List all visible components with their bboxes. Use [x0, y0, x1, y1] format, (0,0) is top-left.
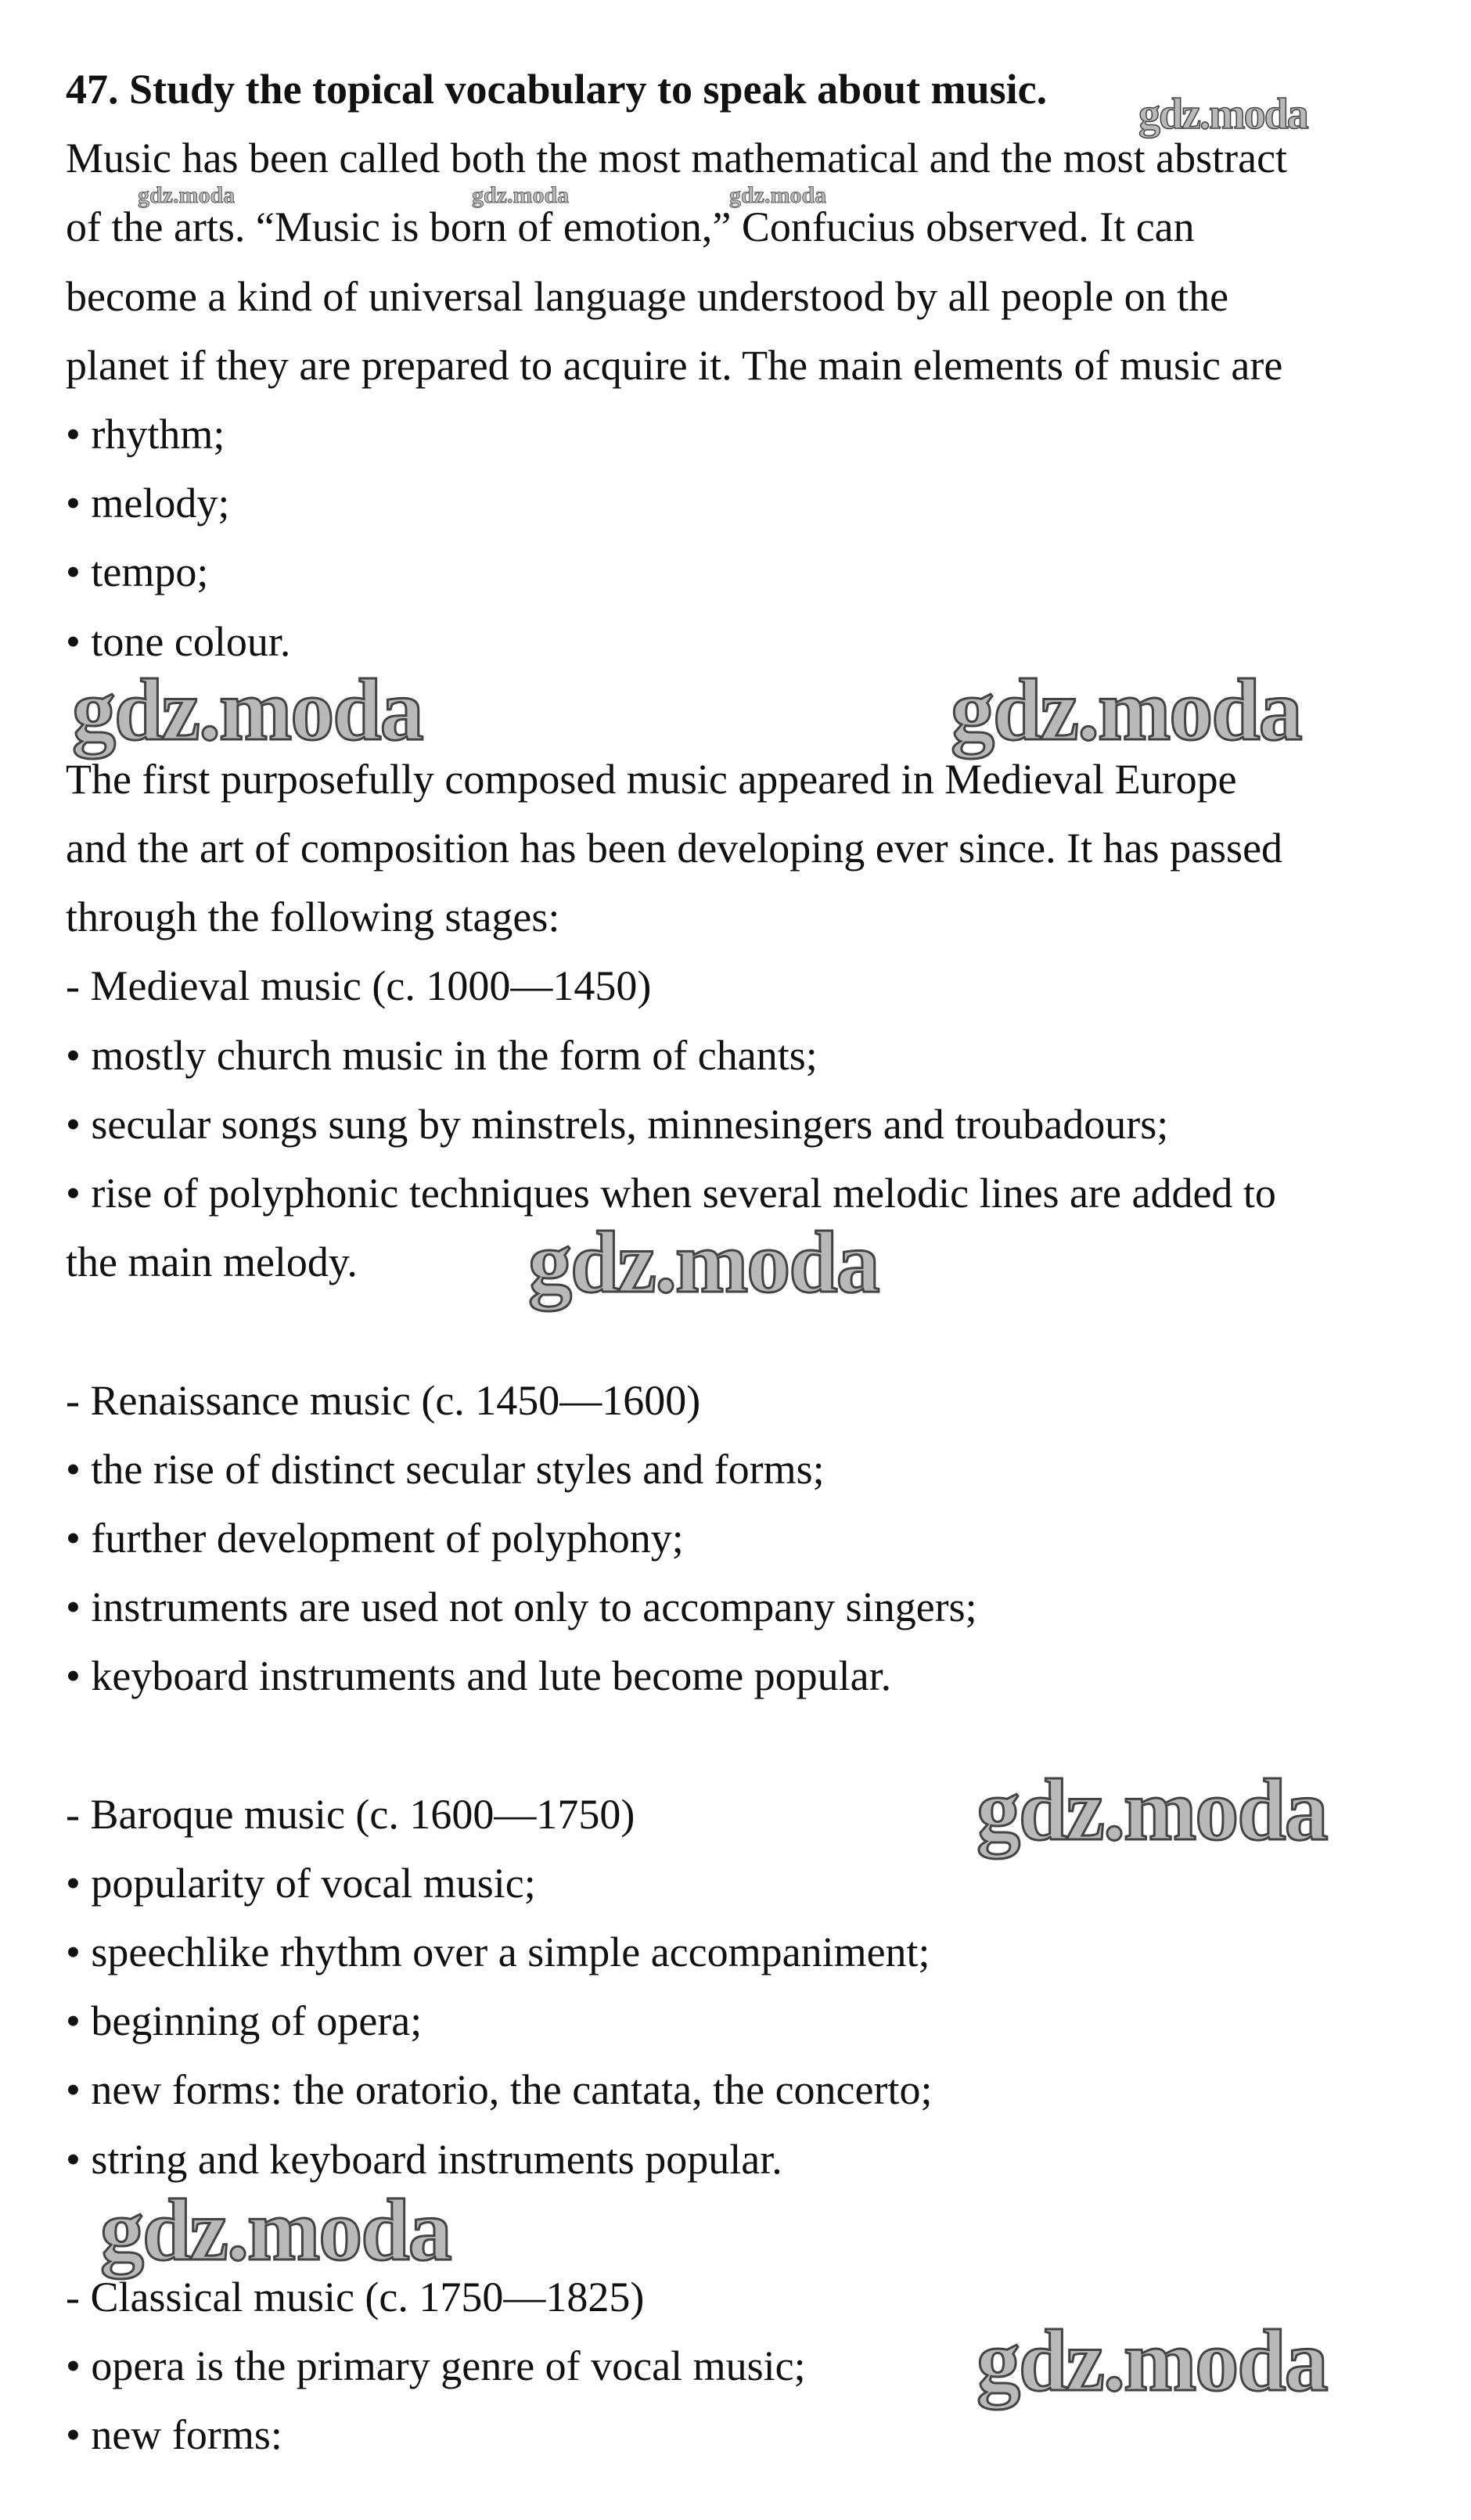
bullet-item: • mostly church music in the form of chants; — [66, 1031, 818, 1079]
exercise-title: 47. Study the topical vocabulary to speak about music. — [66, 66, 1048, 113]
watermark: gdz.moda — [976, 2313, 1327, 2410]
watermark: gdz.moda — [976, 1762, 1327, 1859]
text-line: planet if they are prepared to acquire it. The main elements of music are — [66, 341, 1283, 389]
bullet-item: • the rise of distinct secular styles and forms; — [66, 1445, 825, 1493]
bullet-item: • speechlike rhythm over a simple accompaniment; — [66, 1929, 930, 1976]
blank-line — [66, 2194, 1427, 2263]
bullet-item: • new forms: — [66, 2411, 282, 2459]
text-line: of the arts. “Music is born of emotion,” Confucius observed. It can — [66, 203, 1195, 251]
watermark: gdz.moda — [1138, 90, 1307, 138]
period-heading: - Baroque music (c. 1600—1750) — [66, 1790, 635, 1838]
blank-line — [66, 1711, 1427, 1780]
document-body — [66, 124, 1427, 2469]
bullet-item: • popularity of vocal music; — [66, 1859, 536, 1907]
text-line: the main melody. — [66, 1238, 358, 1286]
blank-line — [66, 676, 1427, 745]
period-heading: - Classical music (c. 1750—1825) — [66, 2274, 645, 2320]
period-heading: - Renaissance music (c. 1450—1600) — [66, 1376, 701, 1424]
bullet-item: • further development of polyphony; — [66, 1514, 684, 1562]
bullet-item: • melody; — [66, 480, 230, 527]
watermark: gdz.moda — [472, 182, 570, 208]
watermark: gdz.moda — [528, 1214, 879, 1311]
bullet-item: • beginning of opera; — [66, 1997, 423, 2045]
text-line: The first purposefully composed music appeared in Medieval Europe — [66, 755, 1237, 803]
bullet-item: • string and keyboard instruments popular. — [66, 2135, 782, 2183]
watermark: gdz.moda — [951, 662, 1301, 759]
bullet-item: • tone colour. — [66, 617, 291, 665]
bullet-item: • instruments are used not only to accompany singers; — [66, 1584, 977, 1631]
bullet-item: • opera is the primary genre of vocal music; — [66, 2342, 806, 2390]
text-line: become a kind of universal language understood by all people on the — [66, 272, 1229, 320]
bullet-item: • rise of polyphonic techniques when several melodic lines are added to — [66, 1170, 1276, 1217]
bullet-item: • secular songs sung by minstrels, minnesingers and troubadours; — [66, 1100, 1169, 1148]
watermark: gdz.moda — [100, 2182, 451, 2279]
bullet-item: • new forms: the oratorio, the cantata, the concerto; — [66, 2066, 933, 2114]
document-page — [66, 55, 1427, 2470]
blank-line — [66, 1296, 1427, 1365]
text-line: and the art of composition has been developing ever since. It has passed — [66, 825, 1283, 872]
text-line: Music has been called both the most mathematical and the most abstract — [66, 135, 1288, 182]
period-heading: - Medieval music (c. 1000—1450) — [66, 962, 652, 1010]
bullet-item: • keyboard instruments and lute become popular. — [66, 1652, 892, 1700]
bullet-item: • tempo; — [66, 548, 209, 596]
watermark: gdz.moda — [729, 182, 827, 208]
bullet-item: • rhythm; — [66, 410, 225, 458]
watermark: gdz.moda — [72, 662, 423, 759]
watermark: gdz.moda — [138, 182, 236, 208]
text-line: through the following stages: — [66, 893, 560, 941]
